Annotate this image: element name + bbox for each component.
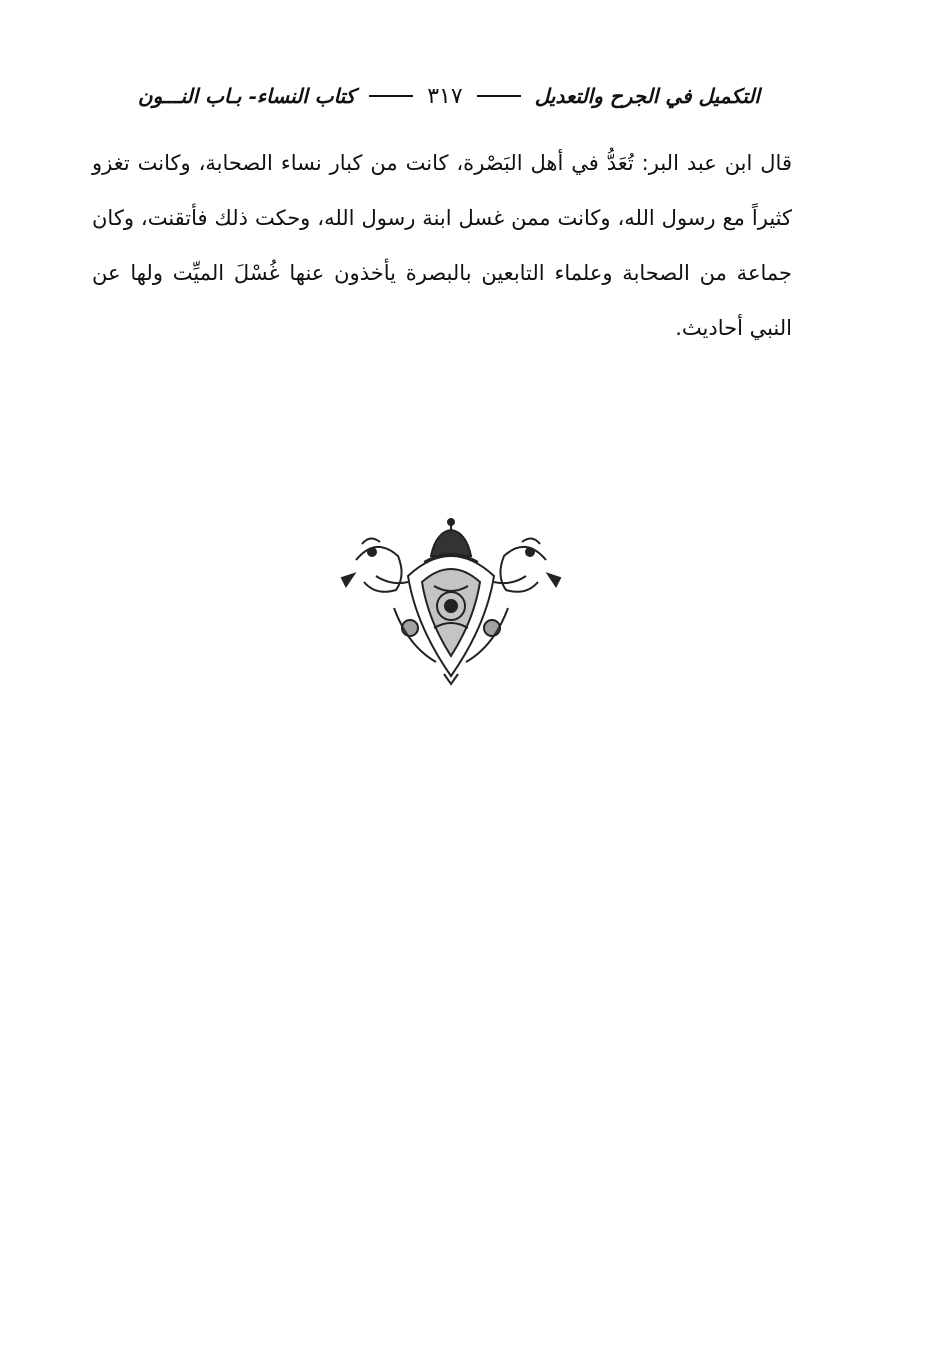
page-number: ٣١٧	[427, 83, 463, 109]
header-book-title: التكميل في الجرح والتعديل	[534, 84, 760, 108]
header-section-title: كتاب النساء- بـاب النـــون	[137, 84, 356, 108]
running-header	[130, 78, 760, 114]
floral-arabesque-ornament-icon	[336, 516, 566, 686]
body-paragraph: قال ابن عبد البر: تُعَدُّ في أهل البَصْرة، كانت من كبار نساء الصحابة، وكانت تغزو كثيراً مع رسول الله، وكانت ممن غسل ابنة رسول الله، وحكت ذلك فأتقنت، وكان جماعة من الصحابة وعلماء التابعين بالبصرة يأخذون عنها غُسْلَ الميِّت ولها عن النبي أحاديث.	[92, 151, 792, 340]
header-separator-dash	[477, 95, 521, 97]
header-separator-dash	[369, 95, 413, 97]
